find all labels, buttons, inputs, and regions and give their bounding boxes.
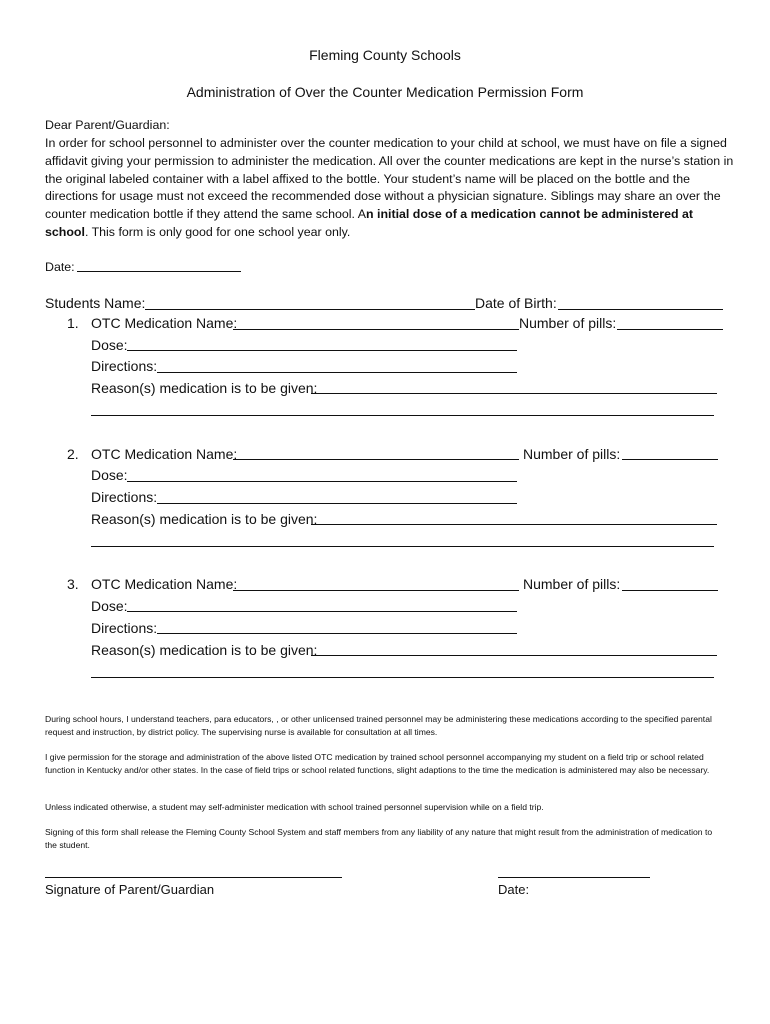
directions-label: Directions: — [91, 620, 158, 636]
letter-body-text: In order for school personnel to administer over the counter medication to your child at school, we must have on file a signed affidavit giving your permission to administer the medication. All over the counter medications are kept in the nurse’s station in the original labeled container with a label affixed to the bottle. Your student’s name will be placed on the bottle and the directions for usage must not exceed the recommended dose without a physician signature. Siblings may share an over the counter medication bottle if they attend the same school. A — [45, 136, 734, 222]
dose-label: Dose: — [91, 598, 128, 614]
form-title: Administration of Over the Counter Medication Permission Form — [186, 84, 584, 100]
medication-name-label: OTC Medication Name: — [91, 446, 238, 462]
pills-field[interactable] — [622, 590, 718, 591]
pills-field[interactable] — [622, 459, 718, 460]
pills-label: Number of pills: — [519, 315, 617, 331]
letter-body-tail: . This form is only good for one school year only. — [84, 224, 351, 239]
reason-field[interactable] — [311, 655, 717, 656]
reason-field-continued[interactable] — [91, 546, 714, 547]
signature-date-field[interactable] — [498, 877, 650, 878]
student-name-field[interactable] — [145, 309, 475, 310]
reason-field-continued[interactable] — [91, 415, 714, 416]
dose-field[interactable] — [127, 481, 517, 482]
parent-signature-field[interactable] — [45, 877, 342, 878]
directions-label: Directions: — [91, 358, 158, 374]
fine-print-paragraph: Signing of this form shall release the Fleming County School System and staff members from any liability of any nature that might result from the administration of medication to the student. — [45, 827, 713, 850]
medication-name-field[interactable] — [233, 459, 519, 460]
student-name-label: Students Name: — [45, 295, 146, 311]
fine-print-paragraph: Unless indicated otherwise, a student may self-administer medication with school trained personnel supervision while on a field trip. — [45, 802, 544, 812]
fine-print-paragraph: During school hours, I understand teachers, para educators, , or other unlicensed trained personnel may be administering these medications according to the specified parental request and instruction, by district policy. The supervising nurse is available for consultation at all times. — [45, 714, 712, 737]
medication-number: 1. — [67, 315, 79, 331]
fine-print-paragraph: I give permission for the storage and administration of the above listed OTC medication by trained school personnel accompanying my student on a field trip or school related function in Kentucky and/or other states. In the case of field trips or school related functions, slight adaptions to the time the medication is administered may also be necessary. — [45, 752, 710, 775]
dose-field[interactable] — [127, 611, 517, 612]
dob-field[interactable] — [558, 309, 723, 310]
reason-label: Reason(s) medication is to be given: — [91, 380, 318, 396]
directions-field[interactable] — [157, 503, 517, 504]
medication-name-label: OTC Medication Name: — [91, 315, 238, 331]
school-name: Fleming County Schools — [309, 47, 461, 63]
date-field[interactable] — [77, 271, 241, 272]
medication-number: 3. — [67, 576, 79, 592]
directions-field[interactable] — [157, 633, 517, 634]
directions-field[interactable] — [157, 372, 517, 373]
salutation: Dear Parent/Guardian: — [45, 118, 170, 132]
medication-name-field[interactable] — [233, 590, 519, 591]
reason-field[interactable] — [311, 393, 717, 394]
reason-field-continued[interactable] — [91, 677, 714, 678]
directions-label: Directions: — [91, 489, 158, 505]
letter-body-bold: n initial dose of a medication cannot be administered at school — [45, 207, 694, 239]
signature-date-label: Date: — [498, 882, 530, 897]
reason-field[interactable] — [311, 524, 717, 525]
dose-label: Dose: — [91, 337, 128, 353]
dose-field[interactable] — [127, 350, 517, 351]
letter-body — [45, 135, 735, 242]
pills-label: Number of pills: — [523, 446, 621, 462]
medication-number: 2. — [67, 446, 79, 462]
parent-signature-label: Signature of Parent/Guardian — [45, 882, 215, 897]
date-label: Date: — [45, 260, 75, 274]
reason-label: Reason(s) medication is to be given: — [91, 642, 318, 658]
reason-label: Reason(s) medication is to be given: — [91, 511, 318, 527]
medication-name-label: OTC Medication Name: — [91, 576, 238, 592]
pills-field[interactable] — [617, 329, 723, 330]
dob-label: Date of Birth: — [475, 295, 557, 311]
dose-label: Dose: — [91, 467, 128, 483]
pills-label: Number of pills: — [523, 576, 621, 592]
medication-name-field[interactable] — [233, 329, 519, 330]
